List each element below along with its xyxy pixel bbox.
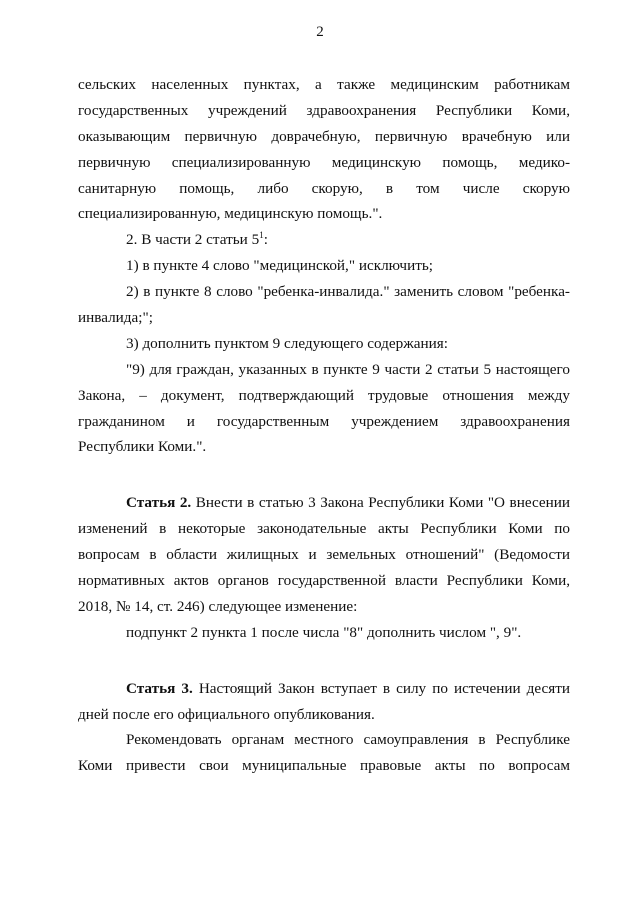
page-number: 2: [316, 24, 324, 40]
subitem-3: 3) дополнить пунктом 9 следующего содержания:: [126, 334, 448, 352]
article-2: [78, 490, 570, 645]
text-line: первичную специализированную медицинскую помощь, медико-: [78, 153, 570, 171]
article-3-label: Статья 3.: [126, 679, 193, 697]
superscript: 1: [259, 230, 264, 241]
text-line: дней после его официального опубликования.: [78, 705, 375, 723]
quoted-item-9: [78, 357, 570, 461]
text-line: оказывающим первичную доврачебную, первичную врачебную или: [78, 127, 570, 145]
text-line: "9) для граждан, указанных в пункте 9 части 2 статьи 5 настоящего: [126, 360, 570, 378]
text-line: Закона, – документ, подтверждающий трудовые отношения между: [78, 386, 570, 404]
document-body: [78, 72, 570, 779]
text-line: специализированную, медицинскую помощь.".: [78, 205, 383, 223]
article-3-text: Настоящий Закон вступает в силу по истечении десяти: [192, 679, 570, 697]
text-line: сельских населенных пунктах, а также медицинским работникам: [78, 76, 570, 93]
text-line: государственных учреждений здравоохранения Республики Коми,: [78, 101, 570, 119]
subitem-2-line-1: 2) в пункте 8 слово "ребенка-инвалида." заменить словом "ребенка-: [126, 283, 570, 301]
recommendation-line-1: Рекомендовать органам местного самоуправления в Республике: [126, 731, 570, 749]
item-2-paragraph: [78, 227, 570, 253]
paragraph-continuation: [78, 72, 570, 227]
item-2-suffix: :: [263, 231, 268, 249]
text-line: Республики Коми.".: [78, 438, 207, 456]
article-3: [78, 676, 570, 780]
text-line: гражданином и государственным учреждением здравоохранения: [78, 412, 570, 430]
recommendation-line-2: Коми привести свои муниципальные правовые акты по вопросам: [78, 757, 570, 775]
article-2-text: Внести в статью 3 Закона Республики Коми "О внесении: [191, 494, 570, 512]
text-line: нормативных актов органов государственной власти Республики Коми,: [78, 572, 570, 590]
text-line: 2018, № 14, ст. 246) следующее изменение:: [78, 597, 358, 615]
article-2-label: Статья 2.: [126, 494, 192, 512]
subitem-1: 1) в пункте 4 слово "медицинской," исключить;: [126, 257, 433, 275]
article-2-heading-line: [78, 490, 570, 516]
subitem-2-line-2: инвалида;";: [78, 309, 153, 327]
article-2-subitem: подпункт 2 пункта 1 после числа "8" дополнить числом ", 9".: [126, 623, 522, 641]
text-line: изменений в некоторые законодательные акты Республики Коми по: [78, 520, 570, 538]
article-3-heading-line: [78, 676, 570, 702]
text-line: вопросам в области жилищных и земельных отношений" (Ведомости: [78, 546, 570, 564]
text-line: санитарную помощь, либо скорую, в том числе скорую: [78, 179, 570, 197]
item-2-text: 2. В части 2 статьи 5: [126, 231, 260, 249]
